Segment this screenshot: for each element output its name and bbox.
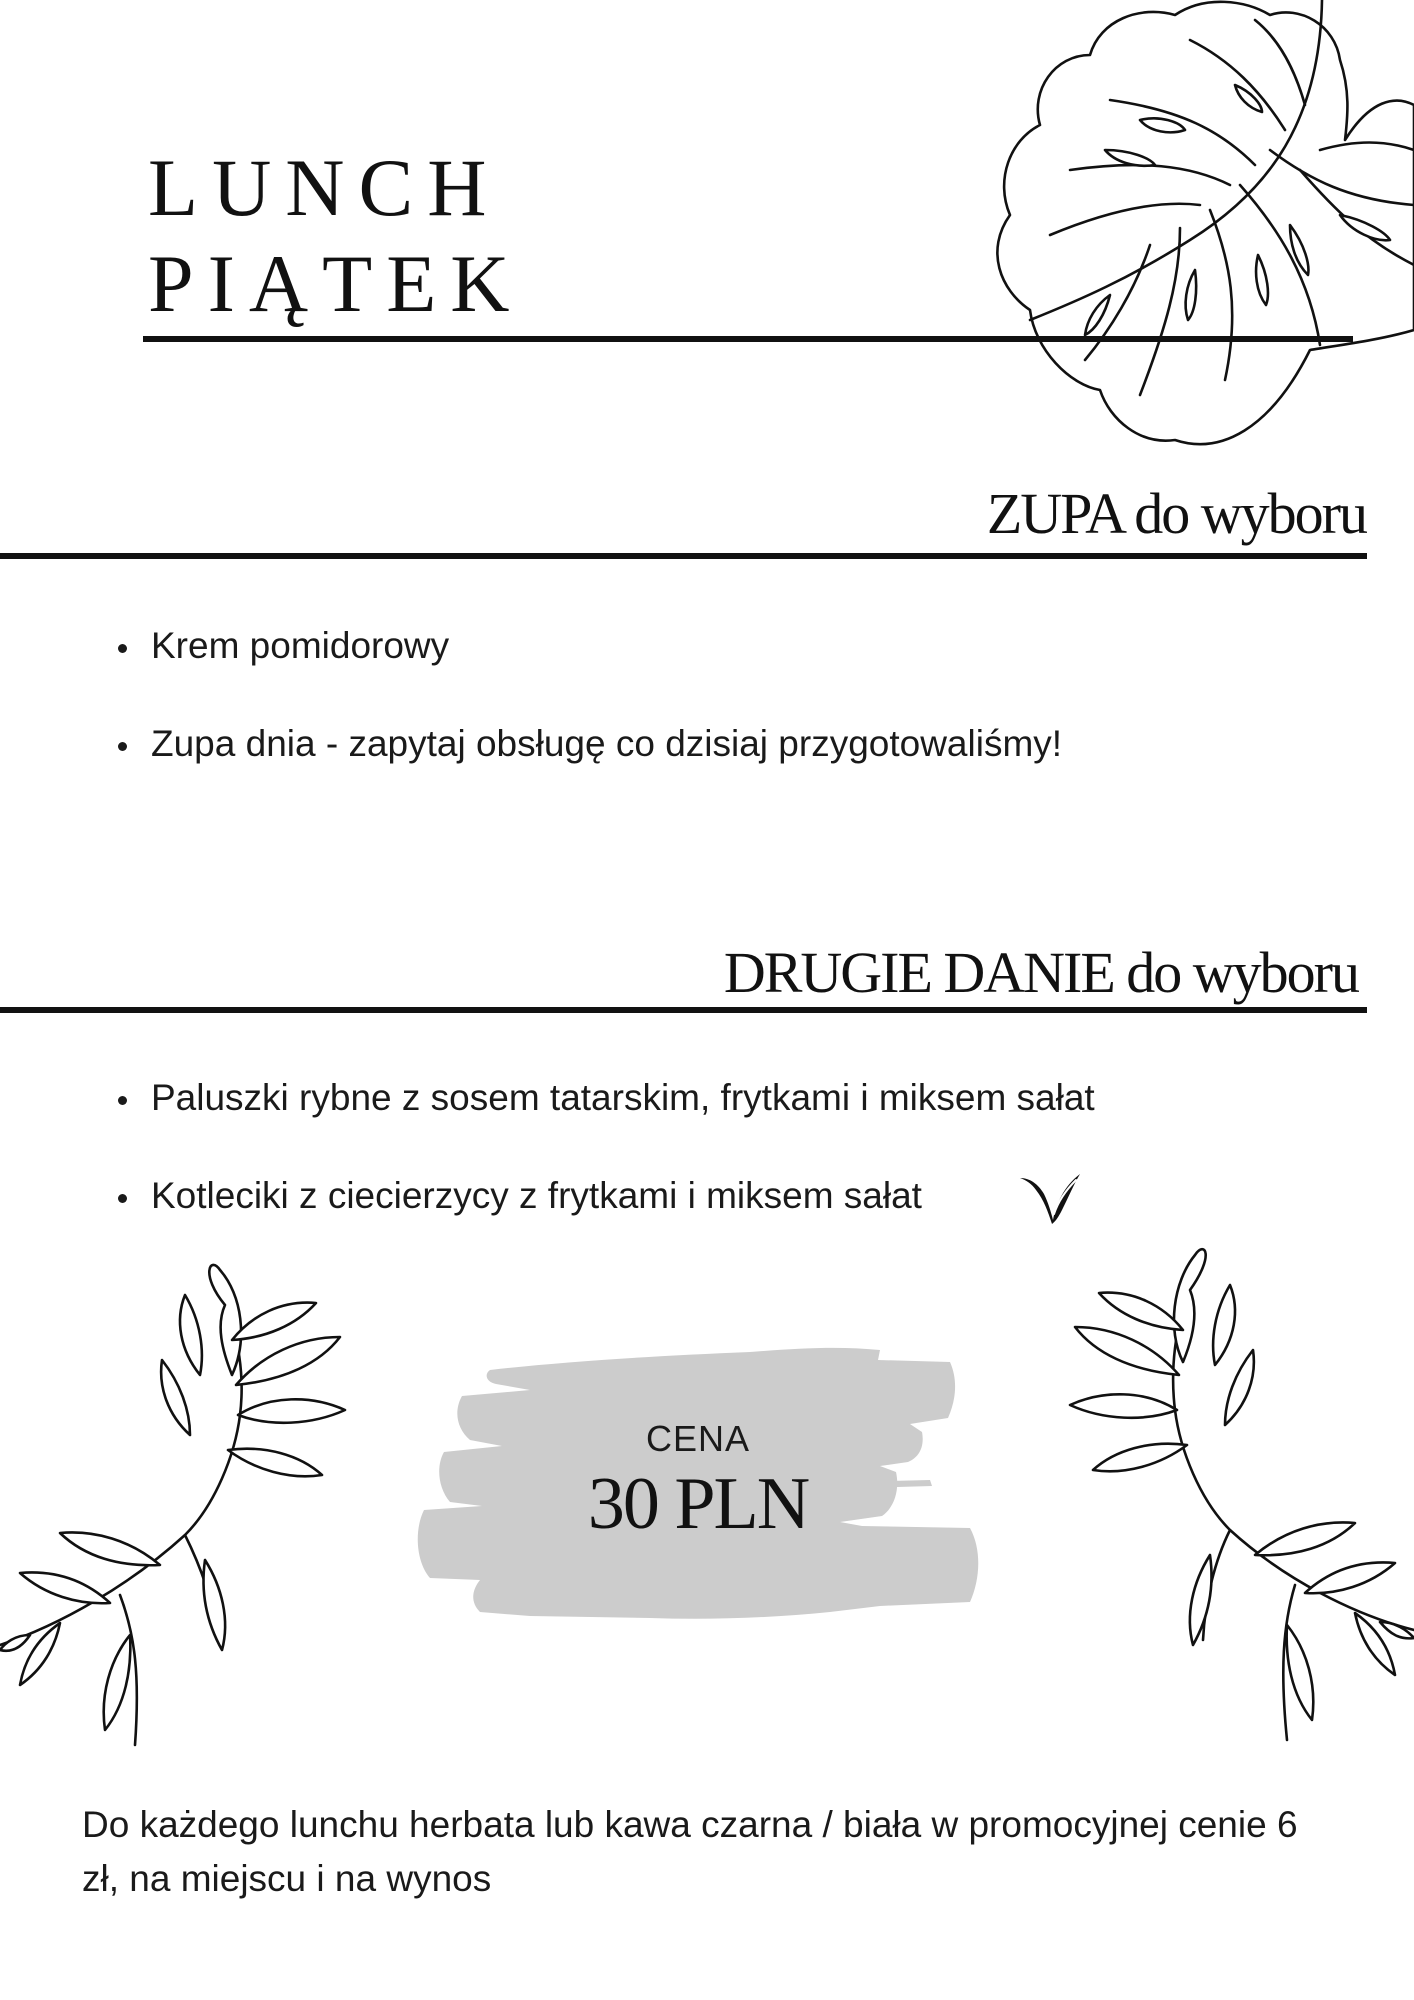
footer-note: Do każdego lunchu herbata lub kawa czarna / biała w promocyjnej cenie 6 zł, na miejscu i na wynos <box>82 1804 1298 1899</box>
page-title <box>148 140 524 332</box>
main-course-item <box>118 1174 1095 1218</box>
main-section-divider <box>0 1007 1367 1013</box>
soup-item: Zupa dnia - zapytaj obsługę co dzisiaj przygotowaliśmy! <box>118 722 1062 766</box>
title-line-2: PIĄTEK <box>148 238 524 329</box>
title-line-1: LUNCH <box>148 142 501 233</box>
leafy-branch-icon <box>975 1250 1414 1755</box>
main-course-list <box>118 1076 1095 1272</box>
soup-section-heading: ZUPA do wyboru <box>986 481 1366 546</box>
monstera-leaf-icon <box>990 0 1414 455</box>
title-underline <box>143 336 1353 342</box>
main-course-item <box>118 1076 1095 1120</box>
leafy-branch-icon <box>0 1265 430 1760</box>
main-section-heading: DRUGIE DANIE do wyboru <box>723 940 1358 1005</box>
price-label: CENA <box>645 1418 751 1459</box>
dish-name: Kotleciki z ciecierzycy z frytkami i miksem sałat <box>151 1175 922 1216</box>
dish-name: Paluszki rybne z sosem tatarskim, frytkami i miksem sałat <box>151 1077 1095 1118</box>
soup-section-divider <box>0 553 1367 559</box>
leaf-icon <box>1018 1170 1082 1228</box>
soup-item: Krem pomidorowy <box>118 624 1062 668</box>
price-value: 30 PLN <box>587 1463 809 1545</box>
soup-list <box>118 624 1062 820</box>
